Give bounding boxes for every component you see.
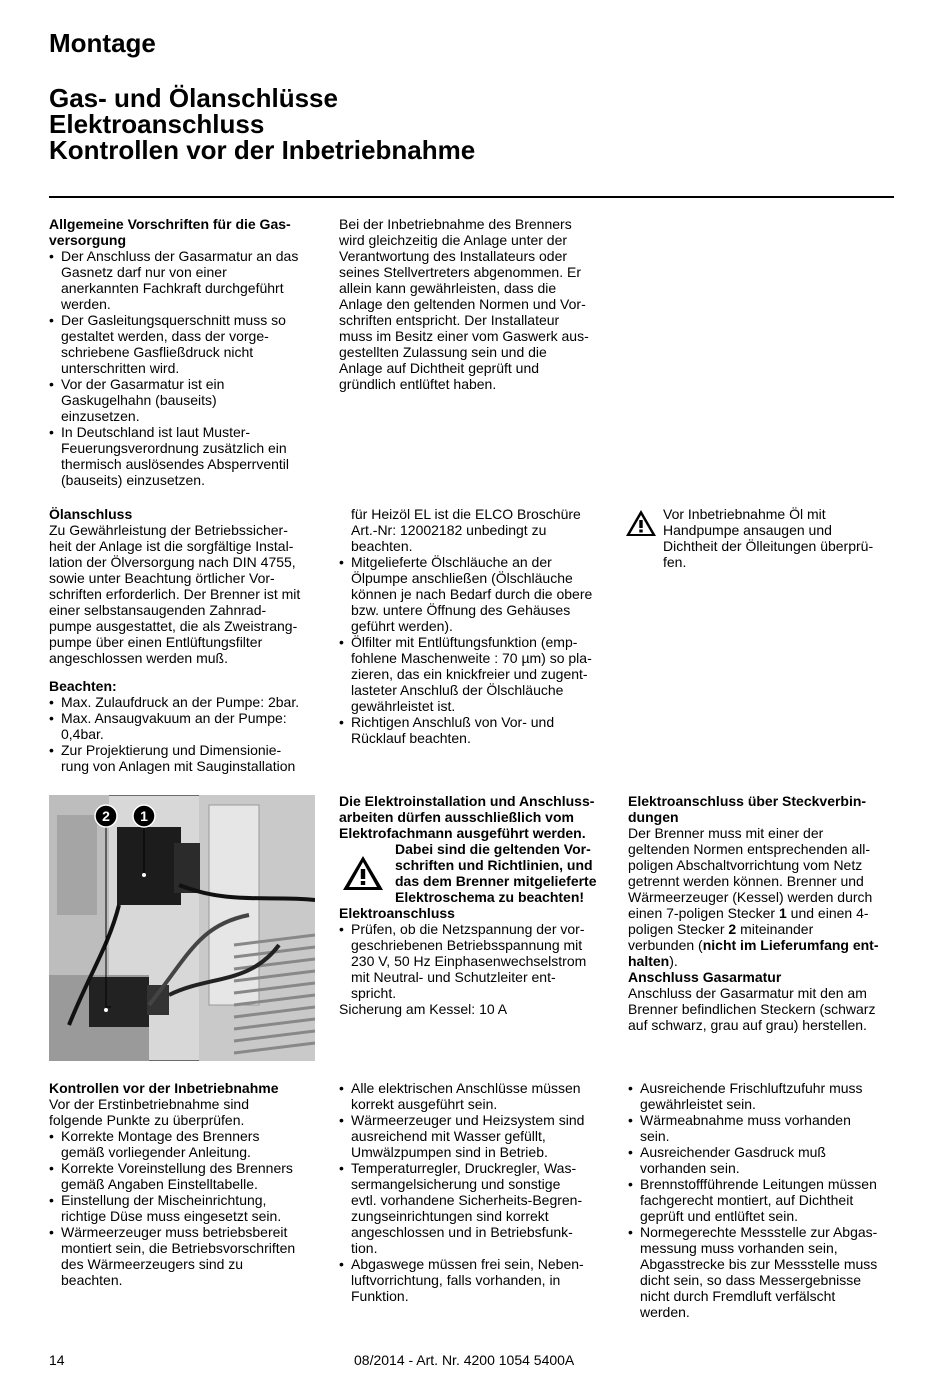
list-item: • Korrekte Montage des Brenners gemäß vorliegender Anleitung. <box>49 1128 334 1160</box>
plug-heading: Elektroanschluss über Steckverbin- dungen <box>628 793 867 825</box>
list-item: • Der Gasleitungsquerschnitt muss so gestaltet werden, dass der vorge- schriebene Gasfließdruck nicht unterschritten wird. <box>49 312 329 376</box>
subtitle-line: Elektroanschluss <box>49 109 265 139</box>
checks-column-3 <box>628 1080 918 1320</box>
checks-list-2 <box>339 1080 619 1304</box>
list-item: • Der Anschluss der Gasarmatur an das Gasnetz darf nur von einer anerkannten Fachkraft durchgeführt werden. <box>49 248 329 312</box>
list-item: • Ausreichende Frischluftzufuhr muss gewährleistet sein. <box>628 1080 918 1112</box>
list-item: • Vor der Gasarmatur ist ein Gaskugelhahn (bauseits) einzusetzen. <box>49 376 329 424</box>
list-item: • Wärmeabnahme muss vorhanden sein. <box>628 1112 918 1144</box>
list-item: • Richtigen Anschluß von Vor- und Rücklauf beachten. <box>339 714 619 746</box>
subtitle-line: Gas- und Ölanschlüsse <box>49 83 338 113</box>
page-number: 14 <box>49 1352 65 1368</box>
page-subtitle <box>49 85 475 163</box>
note-list <box>49 694 329 774</box>
list-item: • Wärmeerzeuger und Heizsystem sind ausreichend mit Wasser gefüllt, Umwälzpumpen sind in Betrieb. <box>339 1112 619 1160</box>
subtitle-line: Kontrollen vor der Inbetriebnahme <box>49 135 476 165</box>
list-item: • Korrekte Voreinstellung des Brenners gemäß Angaben Einstelltabelle. <box>49 1160 334 1192</box>
page-title: Montage <box>49 28 156 58</box>
list-item: • Einstellung der Mischeinrichtung, richtige Düse muss eingesetzt sein. <box>49 1192 334 1224</box>
list-item: • Max. Zulaufdruck an der Pumpe: 2bar. <box>49 694 329 710</box>
electric-warning-intro: Die Elektroinstallation und Anschluss- arbeiten dürfen ausschließlich vom Elektrofachmann ausgeführt werden. <box>339 793 595 841</box>
oil-connection: Ölanschluss Zu Gewährleistung der Betriebssicher- heit der Anlage ist die sorgfältige Instal- lation der Ölversorgung nach DIN 4755, sowie unter Beachtung örtlicher Vor- schriften erforderlich. Der Brenner ist mit einer selbstansaugenden Zahnrad- pumpe ausgestattet, die als Zweistrang- pumpe über einen Entlüftungsfilter angeschlossen werden muß. Beachten: • Max. Zulaufdruck an der Pumpe: 2bar. • Max. Ansaugvakuum an der Pumpe: 0,4bar. • Zur Projektierung und Dimensionie- rung von Anlagen mit Sauginstallation <box>49 506 329 774</box>
gas-valve-heading: Anschluss Gasarmatur <box>628 969 782 985</box>
list-item: • In Deutschland ist laut Muster- Feuerungsverordnung zusätzlich ein thermisch auslösendes Absperrventil (bauseits) einzusetzen. <box>49 424 329 488</box>
list-item: • Ölfilter mit Entlüftungsfunktion (emp- fohlene Maschenweite : 70 µm) so pla- zieren, das ein knickfreier und zugent- lasteter Anschluß der Ölschläuche gewährleistet ist. <box>339 634 619 714</box>
gas-regulations <box>49 216 329 488</box>
oil-connection-cont: für Heizöl EL ist die ELCO Broschüre Art.-Nr: 12002182 unbedingt zu beachten. • Mitgelieferte Ölschläuche an der Ölpumpe anschließen (Ölschläuche können je nach Bedarf durch die obere bzw. untere Öffnung des Gehäuses geführt werden). • Ölfilter mit Entlüftungsfunktion (emp- fohlene Maschenweite : 70 µm) so pla- zieren, das ein knickfreier und zugent- lasteter Anschluß der Ölschläuche gewährleistet ist. • Richtigen Anschluß von Vor- und Rücklauf beachten. <box>339 506 619 746</box>
checks-list-1 <box>49 1128 334 1288</box>
gas-list <box>49 248 329 488</box>
list-item: • Zur Projektierung und Dimensionie- rung von Anlagen mit Sauginstallation <box>49 742 329 774</box>
list-item: • Prüfen, ob die Netzspannung der vor- geschriebenen Betriebsspannung mit 230 V, 50 Hz Einphasenwechselstrom mit Neutral- und Schutzleiter ent- spricht. <box>339 921 619 1001</box>
warning-icon <box>341 854 385 892</box>
list-item: • Mitgelieferte Ölschläuche an der Ölpumpe anschließen (Ölschläuche können je nach Bedarf durch die obere bzw. untere Öffnung des Gehäuses geführt werden). <box>339 554 619 634</box>
oil-heading: Ölanschluss <box>49 506 133 522</box>
electric-list <box>339 921 619 1001</box>
list-item: • Temperaturregler, Druckregler, Was- sermangelsicherung und sonstige evtl. vorhandene Sicherheits-Begren- zungseinrichtungen sind korrekt angeschlossen und in Betriebsfunk- tion. <box>339 1160 619 1256</box>
gas-heading: Allgemeine Vorschriften für die Gas- versorgung <box>49 216 291 248</box>
oil-warning-text: Vor Inbetriebnahme Öl mit Handpumpe ansaugen und Dichtheit der Ölleitungen überprü- fen. <box>663 506 874 570</box>
list-item: • Brennstoffführende Leitungen müssen fachgerecht montiert, auf Dichtheit geprüft und entlüftet sein. <box>628 1176 918 1224</box>
checks-heading: Kontrollen vor der Inbetriebnahme <box>49 1080 279 1096</box>
fuse-text: Sicherung am Kessel: 10 A <box>339 1001 508 1017</box>
list-item: • Max. Ansaugvakuum an der Pumpe: 0,4bar. <box>49 710 329 742</box>
callout-label-1: 1 <box>140 808 148 824</box>
burner-connector-photo <box>49 795 315 1061</box>
callout-label-2: 2 <box>102 808 110 824</box>
electric-heading: Elektroanschluss <box>339 905 455 921</box>
checks-column-2 <box>339 1080 619 1304</box>
gas-acceptance-text: Bei der Inbetriebnahme des Brenners wird gleichzeitig die Anlage unter der Verantwortung des Installateurs oder seines Stellvertreters abgenommen. Er allein kann gewährleisten, dass die Anlage den geltenden Normen und Vor- schriften entspricht. Der Installateur muss im Besitz einer vom Gaswerk aus- gestellten Zulassung sein und die Anlage auf Dichtheit geprüft und gründlich entlüftet haben. <box>339 216 589 392</box>
checks-list-3 <box>628 1080 918 1320</box>
list-item: • Ausreichender Gasdruck muß vorhanden sein. <box>628 1144 918 1176</box>
pre-commissioning-checks: Kontrollen vor der Inbetriebnahme Vor der Erstinbetriebnahme sind folgende Punkte zu überprüfen. • Korrekte Montage des Brenners gemäß vorliegender Anleitung. • Korrekte Voreinstellung des Brenners gemäß Angaben Einstelltabelle. • Einstellung der Mischeinrichtung, richtige Düse muss eingesetzt sein. • Wärmeerzeuger muss betriebsbereit montiert sein, die Betriebsvorschriften des Wärmeerzeugers sind zu beachten. <box>49 1080 334 1288</box>
document-reference: 08/2014 - Art. Nr. 4200 1054 5400A <box>354 1352 575 1368</box>
electric-warning-text: Dabei sind die geltenden Vor- schriften und Richtlinien, und das dem Brenner mitgelieferte Elektroschema zu beachten! <box>395 841 597 905</box>
list-item: • Normegerechte Messstelle zur Abgas- messung muss vorhanden sein, Abgasstrecke bis zur Messstelle muss dicht sein, so dass Messergebnisse nicht durch Fremdluft verfälscht werden. <box>628 1224 918 1320</box>
list-item: • Wärmeerzeuger muss betriebsbereit montiert sein, die Betriebsvorschriften des Wärmeerzeugers sind zu beachten. <box>49 1224 334 1288</box>
plug-connection: Elektroanschluss über Steckverbin- dungen Der Brenner muss mit einer der geltenden Normen entsprechenden all- poligen Abschaltvorrichtung vom Netz getrennt werden können. Brenner und Wärmeerzeuger (Kessel) werden durch einen 7-poligen Stecker 1 und einen 4- poligen Stecker 2 miteinander verbunden (nicht im Lieferumfang ent- halten). Anschluss Gasarmatur Anschluss der Gasarmatur mit den am Brenner befindlichen Steckern (schwarz auf schwarz, grau auf grau) herstellen. <box>628 793 918 1033</box>
note-heading: Beachten: <box>49 678 117 694</box>
electric-installation <box>339 793 619 1017</box>
list-item: • Abgaswege müssen frei sein, Neben- luftvorrichtung, falls vorhanden, in Funktion. <box>339 1256 619 1304</box>
header-divider <box>49 196 894 198</box>
warning-icon <box>624 508 658 538</box>
oil-list <box>339 554 619 746</box>
list-item: • Alle elektrischen Anschlüsse müssen korrekt ausgeführt sein. <box>339 1080 619 1112</box>
